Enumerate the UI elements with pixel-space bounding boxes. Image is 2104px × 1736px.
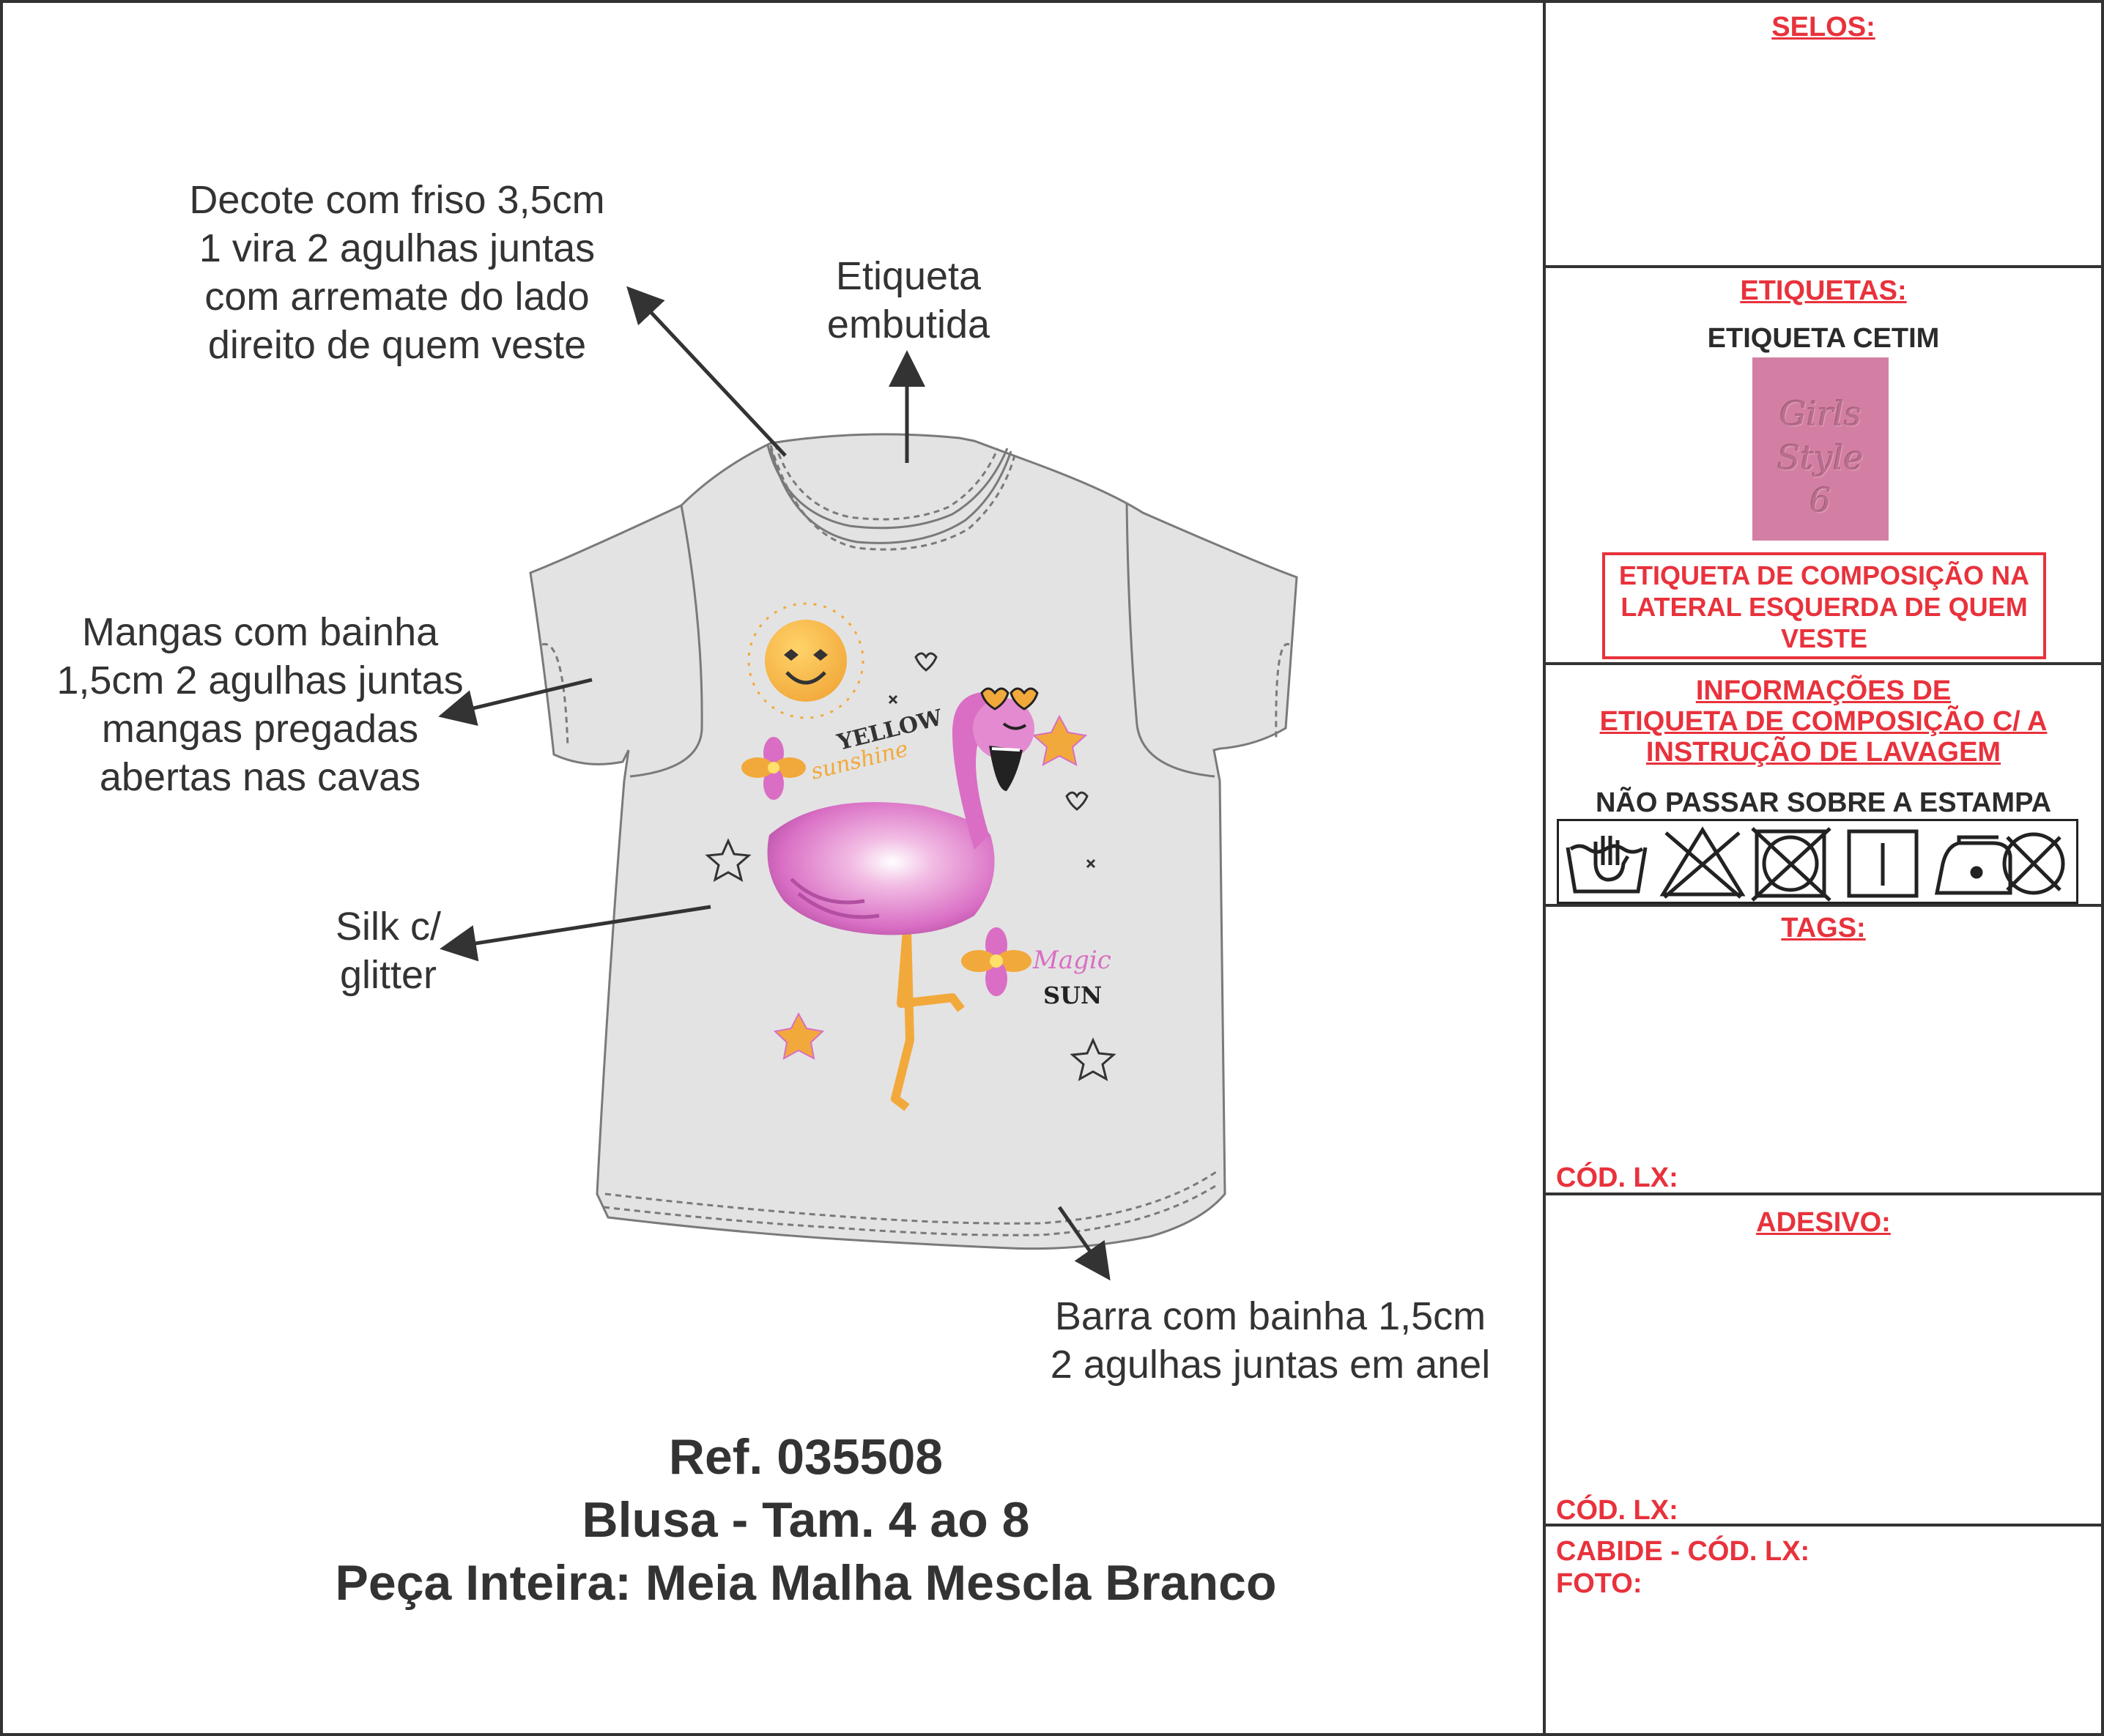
sleeves-note-line: Mangas com bainha [81, 610, 439, 654]
divider [1543, 265, 2104, 268]
foto-label: FOTO: [1556, 1568, 1642, 1599]
care-symbols-box [1557, 819, 2078, 904]
hem-note-line: 2 agulhas juntas em anel [1050, 1343, 1491, 1387]
info-heading-1: INFORMAÇÕES DE [1695, 675, 1952, 706]
hand-wash-icon [1568, 836, 1645, 891]
cod-lx-adesivo: CÓD. LX: [1556, 1495, 1678, 1526]
silk-note-line: glitter [339, 953, 437, 997]
neckline-note-line: 1 vira 2 agulhas juntas [199, 226, 596, 270]
print-sunshine: sunshine [808, 736, 911, 785]
neckline-note [155, 176, 639, 369]
product-description: Blusa - Tam. 4 ao 8 [582, 1492, 1030, 1548]
composition-label-box [1602, 552, 2046, 659]
composition-line-1: ETIQUETA DE COMPOSIÇÃO NA [1618, 560, 2030, 590]
product-ref: Ref. 035508 [668, 1429, 944, 1485]
selos-heading: SELOS: [1771, 12, 1875, 42]
satin-label-swatch [1752, 357, 1889, 541]
etiqueta-cetim: ETIQUETA CETIM [1707, 323, 1940, 354]
print-yellow: YELLOW [834, 705, 945, 756]
iron-low-icon [1937, 837, 2010, 893]
hem-note [1021, 1292, 1519, 1389]
tags-heading: TAGS: [1781, 913, 1866, 943]
no-dry-clean-icon [2004, 834, 2063, 893]
care-symbols [1559, 821, 2076, 902]
label-text-girls: Girls [1779, 394, 1862, 434]
silk-note-line: Silk c/ [335, 905, 442, 949]
cod-lx-tags: CÓD. LX: [1556, 1162, 1678, 1193]
line-dry-icon [1849, 831, 1916, 896]
silk-note [293, 902, 484, 999]
composition-line-3: VESTE [1780, 623, 1868, 653]
neckline-note-line: com arremate do lado [204, 275, 590, 319]
label-note [791, 252, 1026, 349]
neckline-note-line: direito de quem veste [207, 323, 587, 367]
label-note-line: Etiqueta [835, 254, 982, 298]
label-note-line: embutida [826, 303, 990, 346]
no-bleach-icon [1663, 830, 1742, 897]
neckline-arrow [631, 292, 785, 456]
label-text-size: 6 [1809, 481, 1831, 520]
print-magic: Magic [1033, 946, 1111, 975]
cabide-cod-lx: CABIDE - CÓD. LX: [1556, 1536, 1810, 1567]
hem-note-line: Barra com bainha 1,5cm [1054, 1294, 1486, 1338]
info-heading-2: ETIQUETA DE COMPOSIÇÃO C/ A [1599, 706, 2048, 737]
product-fabric: Peça Inteira: Meia Malha Mescla Branco [335, 1555, 1277, 1611]
sleeves-note-line: 1,5cm 2 agulhas juntas [56, 659, 464, 702]
sleeves-note-line: mangas pregadas [101, 707, 419, 751]
sleeves-note-line: abertas nas cavas [99, 755, 421, 799]
etiquetas-heading: ETIQUETAS: [1740, 275, 1907, 306]
composition-line-2: LATERAL ESQUERDA DE QUEM [1620, 592, 2028, 622]
neckline-note-line: Decote com friso 3,5cm [189, 178, 605, 222]
info-heading-3: INSTRUÇÃO DE LAVAGEM [1645, 737, 2001, 768]
no-tumble-dry-icon [1752, 828, 1830, 900]
divider [1543, 662, 2104, 665]
sleeves-note [22, 608, 498, 801]
label-text-style: Style [1777, 438, 1864, 478]
adesivo-heading: ADESIVO: [1756, 1207, 1891, 1238]
no-iron-print-notice: NÃO PASSAR SOBRE A ESTAMPA [1595, 787, 2052, 818]
print-sun: SUN [1043, 982, 1103, 1009]
